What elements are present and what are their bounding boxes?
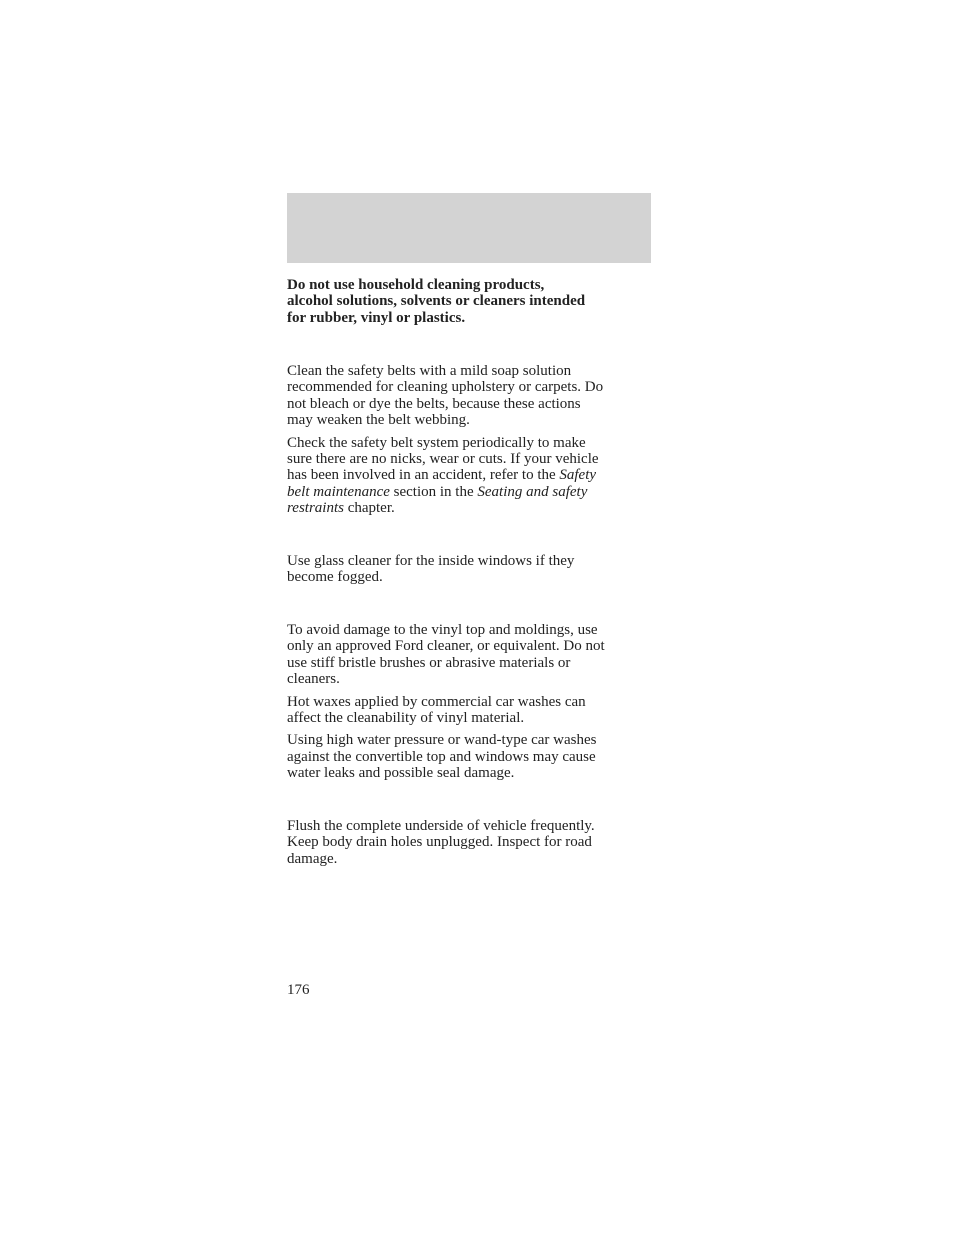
warning-line: for rubber, vinyl or plastics. <box>287 309 466 326</box>
text-line: sure there are no nicks, wear or cuts. If your vehicle <box>287 451 599 468</box>
cross-reference-safety-belt-maintenance: Safety <box>559 467 597 484</box>
vinyl-top-paragraph-1 <box>287 622 657 688</box>
text-line: become fogged. <box>287 569 383 586</box>
text-line: Keep body drain holes unplugged. Inspect for road <box>287 834 592 851</box>
text-line: Check the safety belt system periodically to make <box>287 434 586 451</box>
text-line: Using high water pressure or wand-type car washes <box>287 732 597 749</box>
cleaning-warning <box>287 277 657 326</box>
text-line: Use glass cleaner for the inside windows if they <box>287 553 575 569</box>
text-line: against the convertible top and windows may cause <box>287 748 596 765</box>
vinyl-top-section <box>287 622 657 782</box>
cross-reference-seating-chapter: Seating and safety <box>477 483 588 500</box>
warning-line: Do not use household cleaning products, <box>287 277 545 293</box>
safety-belts-paragraph-1 <box>287 363 657 429</box>
text-line: To avoid damage to the vinyl top and moldings, use <box>287 622 598 638</box>
cross-reference-seating-chapter: restraints <box>287 500 344 517</box>
text-line: damage. <box>287 850 338 867</box>
underbody-paragraph <box>287 818 657 867</box>
text-line: not bleach or dye the belts, because these actions <box>287 395 581 412</box>
text-line: Hot waxes applied by commercial car washes can <box>287 693 586 710</box>
text-line: recommended for cleaning upholstery or carpets. Do <box>287 379 604 396</box>
text-line: Flush the complete underside of vehicle frequently. <box>287 818 595 834</box>
warning-line: alcohol solutions, solvents or cleaners intended <box>287 293 586 310</box>
text-line: has been involved in an accident, refer to the <box>287 467 560 484</box>
windows-paragraph <box>287 553 657 586</box>
text-line: cleaners. <box>287 671 340 688</box>
safety-belts-section <box>287 363 657 517</box>
vinyl-top-paragraph-3 <box>287 732 657 781</box>
section-header-band <box>287 193 651 263</box>
text-line: Clean the safety belts with a mild soap solution <box>287 363 572 379</box>
safety-belts-paragraph-2 <box>287 435 657 517</box>
text-line: affect the cleanability of vinyl material. <box>287 710 525 727</box>
windows-section <box>287 553 657 586</box>
text-line: only an approved Ford cleaner, or equivalent. Do not <box>287 638 605 655</box>
text-line: water leaks and possible seal damage. <box>287 765 515 782</box>
text-fragment: chapter. <box>343 500 395 517</box>
underbody-section <box>287 818 657 867</box>
text-line: use stiff bristle brushes or abrasive materials or <box>287 654 571 671</box>
cross-reference-safety-belt-maintenance: belt maintenance <box>287 483 390 500</box>
text-fragment: section in the <box>389 483 478 500</box>
warning-text <box>287 277 657 326</box>
vinyl-top-paragraph-2 <box>287 694 657 727</box>
text-line: may weaken the belt webbing. <box>287 412 470 429</box>
page-number: 176 <box>287 982 310 998</box>
